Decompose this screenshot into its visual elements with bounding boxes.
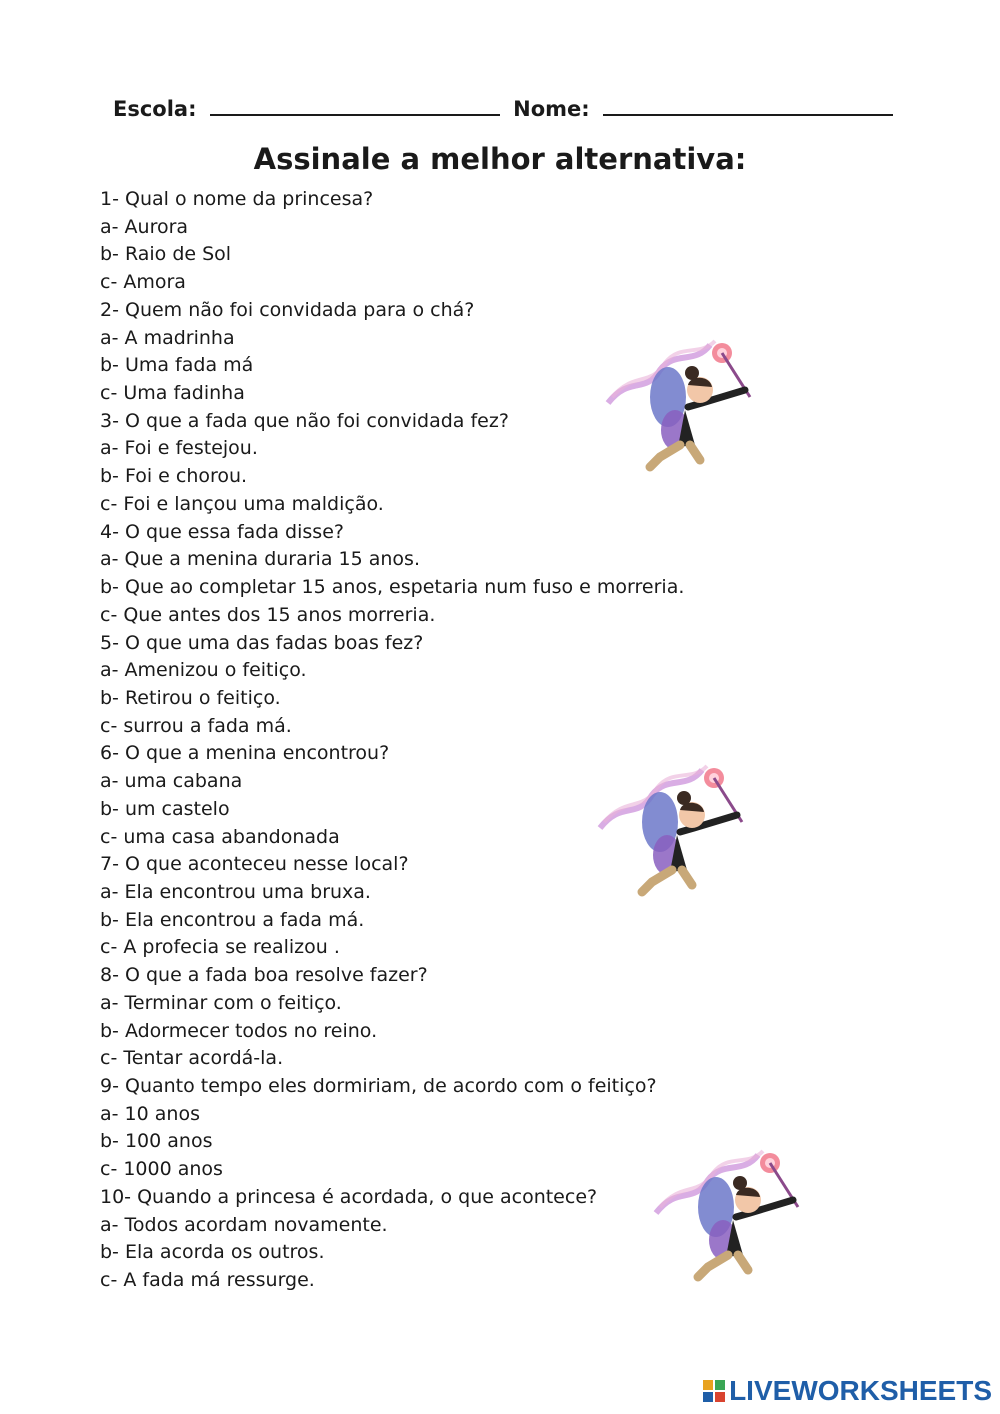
logo-icon: [703, 1380, 725, 1402]
answer-option[interactable]: b- Ela acorda os outros.: [100, 1241, 325, 1264]
answer-option[interactable]: b- Foi e chorou.: [100, 465, 248, 488]
answer-option[interactable]: b- um castelo: [100, 797, 230, 820]
question-text: 5- O que uma das fadas boas fez?: [100, 631, 424, 654]
answer-option[interactable]: b- Adormecer todos no reino.: [100, 1019, 378, 1042]
answer-option[interactable]: c- uma casa abandonada: [100, 825, 340, 848]
answer-option[interactable]: c- Foi e lançou uma maldição.: [100, 492, 384, 515]
answer-option[interactable]: a- Que a menina duraria 15 anos.: [100, 548, 420, 571]
answer-option[interactable]: a- Foi e festejou.: [100, 437, 258, 460]
fairy-illustration: [592, 760, 757, 900]
question-text: 8- O que a fada boa resolve fazer?: [100, 964, 428, 987]
question-text: 10- Quando a princesa é acordada, o que acontece?: [100, 1185, 598, 1208]
question-text: 6- O que a menina encontrou?: [100, 742, 390, 765]
page-title: Assinale a melhor alternativa:: [253, 142, 747, 176]
question-text: 7- O que aconteceu nesse local?: [100, 853, 409, 876]
question-text: 1- Qual o nome da princesa?: [100, 188, 374, 210]
answer-option[interactable]: b- Ela encontrou a fada má.: [100, 908, 365, 931]
answer-option[interactable]: c- surrou a fada má.: [100, 714, 292, 737]
question-text: 2- Quem não foi convidada para o chá?: [100, 298, 475, 321]
answer-option[interactable]: c- Que antes dos 15 anos morreria.: [100, 603, 436, 626]
answer-option[interactable]: a- uma cabana: [100, 770, 243, 793]
answer-option[interactable]: b- Retirou o feitiço.: [100, 686, 281, 709]
answer-option[interactable]: c- 1000 anos: [100, 1158, 223, 1181]
liveworksheets-logo: [703, 1374, 992, 1408]
answer-option[interactable]: b- Uma fada má: [100, 354, 254, 377]
answer-option[interactable]: a- Ela encontrou uma bruxa.: [100, 880, 371, 903]
answer-option[interactable]: a- A madrinha: [100, 326, 235, 349]
answer-option[interactable]: c- A fada má ressurge.: [100, 1269, 315, 1292]
answer-option[interactable]: b- Raio de Sol: [100, 243, 232, 266]
question-text: 9- Quanto tempo eles dormiriam, de acordo com o feitiço?: [100, 1075, 657, 1097]
answer-option[interactable]: c- Tentar acordá-la.: [100, 1047, 284, 1070]
fairy-illustration: [600, 335, 765, 475]
answer-option[interactable]: a- Aurora: [100, 215, 189, 238]
answer-option[interactable]: a- 10 anos: [100, 1102, 200, 1125]
answer-option[interactable]: a- Terminar com o feitiço.: [100, 991, 342, 1014]
school-blank[interactable]: [210, 96, 500, 116]
question-list: [100, 186, 684, 1295]
answer-option[interactable]: b- 100 anos: [100, 1130, 213, 1153]
header-fields: [113, 96, 893, 121]
name-label: Nome:: [513, 97, 590, 121]
answer-option[interactable]: c- A profecia se realizou .: [100, 936, 340, 959]
school-label: Escola:: [113, 97, 197, 121]
question-text: 3- O que a fada que não foi convidada fez?: [100, 409, 509, 432]
answer-option[interactable]: c- Uma fadinha: [100, 382, 245, 405]
fairy-illustration: [648, 1145, 813, 1285]
answer-option[interactable]: b- Que ao completar 15 anos, espetaria num fuso e morreria.: [100, 576, 685, 599]
question-text: 4- O que essa fada disse?: [100, 520, 344, 543]
answer-option[interactable]: c- Amora: [100, 271, 186, 294]
logo-text: LIVEWORKSHEETS: [729, 1375, 992, 1406]
answer-option[interactable]: a- Todos acordam novamente.: [100, 1213, 388, 1236]
answer-option[interactable]: a- Amenizou o feitiço.: [100, 659, 307, 682]
name-blank[interactable]: [603, 96, 893, 116]
